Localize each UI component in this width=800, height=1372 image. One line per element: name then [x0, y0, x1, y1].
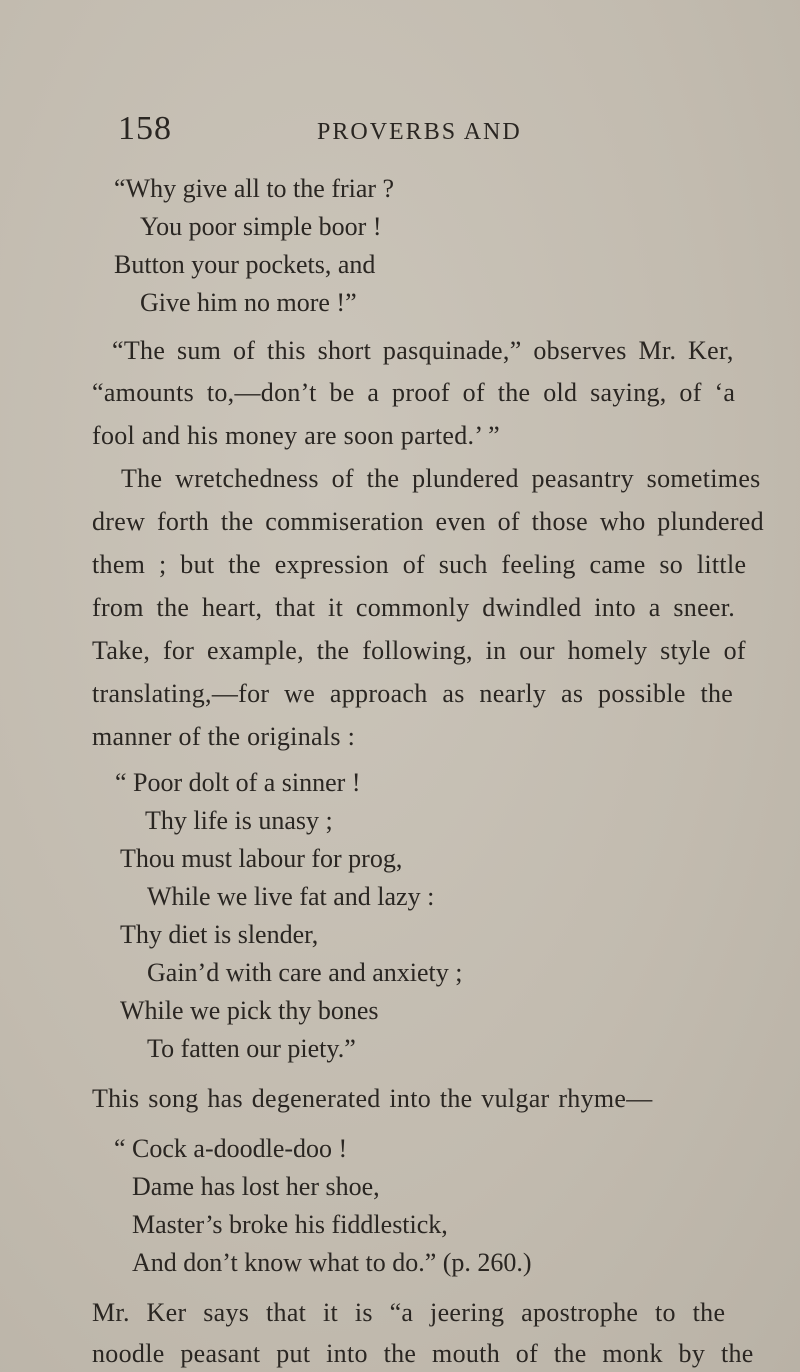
- verse-line: Dame has lost her shoe,: [132, 1172, 380, 1201]
- verse-line: To fatten our piety.”: [147, 1034, 356, 1063]
- verse-line: Thy life is unasy ;: [145, 806, 333, 835]
- verse-line: Master’s broke his fiddlestick,: [132, 1210, 448, 1239]
- verse-line: You poor simple boor !: [140, 212, 382, 241]
- text-line: This song has degenerated into the vulgar rhyme—: [92, 1084, 653, 1113]
- text-line: Take, for example, the following, in our homely style of: [92, 636, 746, 665]
- verse-line: While we pick thy bones: [120, 996, 379, 1025]
- verse-line: And don’t know what to do.” (p. 260.): [132, 1248, 532, 1277]
- text-line: “The sum of this short pasquinade,” observes Mr. Ker,: [112, 336, 734, 365]
- verse-line: While we live fat and lazy :: [147, 882, 435, 911]
- verse-line: Thou must labour for prog,: [120, 844, 403, 873]
- verse-line: Thy diet is slender,: [120, 920, 319, 949]
- page-number: 158: [118, 110, 172, 147]
- text-line: them ; but the expression of such feeling came so little: [92, 550, 747, 579]
- verse-line: Button your pockets, and: [114, 250, 376, 279]
- verse-line: Gain’d with care and anxiety ;: [147, 958, 463, 987]
- verse-line: Give him no more !”: [140, 288, 357, 317]
- running-head: PROVERBS AND: [317, 119, 522, 145]
- verse-line: “ Cock a-doodle-doo !: [114, 1134, 348, 1163]
- text-line: “amounts to,—don’t be a proof of the old saying, of ‘a: [92, 378, 736, 407]
- text-line: translating,—for we approach as nearly as possible the: [92, 679, 734, 708]
- page-header: [0, 110, 800, 150]
- text-line: Mr. Ker says that it is “a jeering apostrophe to the: [92, 1298, 726, 1327]
- text-line: The wretchedness of the plundered peasantry sometimes: [121, 464, 761, 493]
- text-line: manner of the originals :: [92, 722, 356, 751]
- text-line: fool and his money are soon parted.’ ”: [92, 421, 501, 450]
- verse-line: “Why give all to the friar ?: [114, 174, 395, 203]
- verse-line: “ Poor dolt of a sinner !: [115, 768, 361, 797]
- text-line: noodle peasant put into the mouth of the monk by the: [92, 1339, 754, 1368]
- text-line: from the heart, that it commonly dwindled into a sneer.: [92, 593, 736, 622]
- text-line: drew forth the commiseration even of those who plundered: [92, 507, 764, 536]
